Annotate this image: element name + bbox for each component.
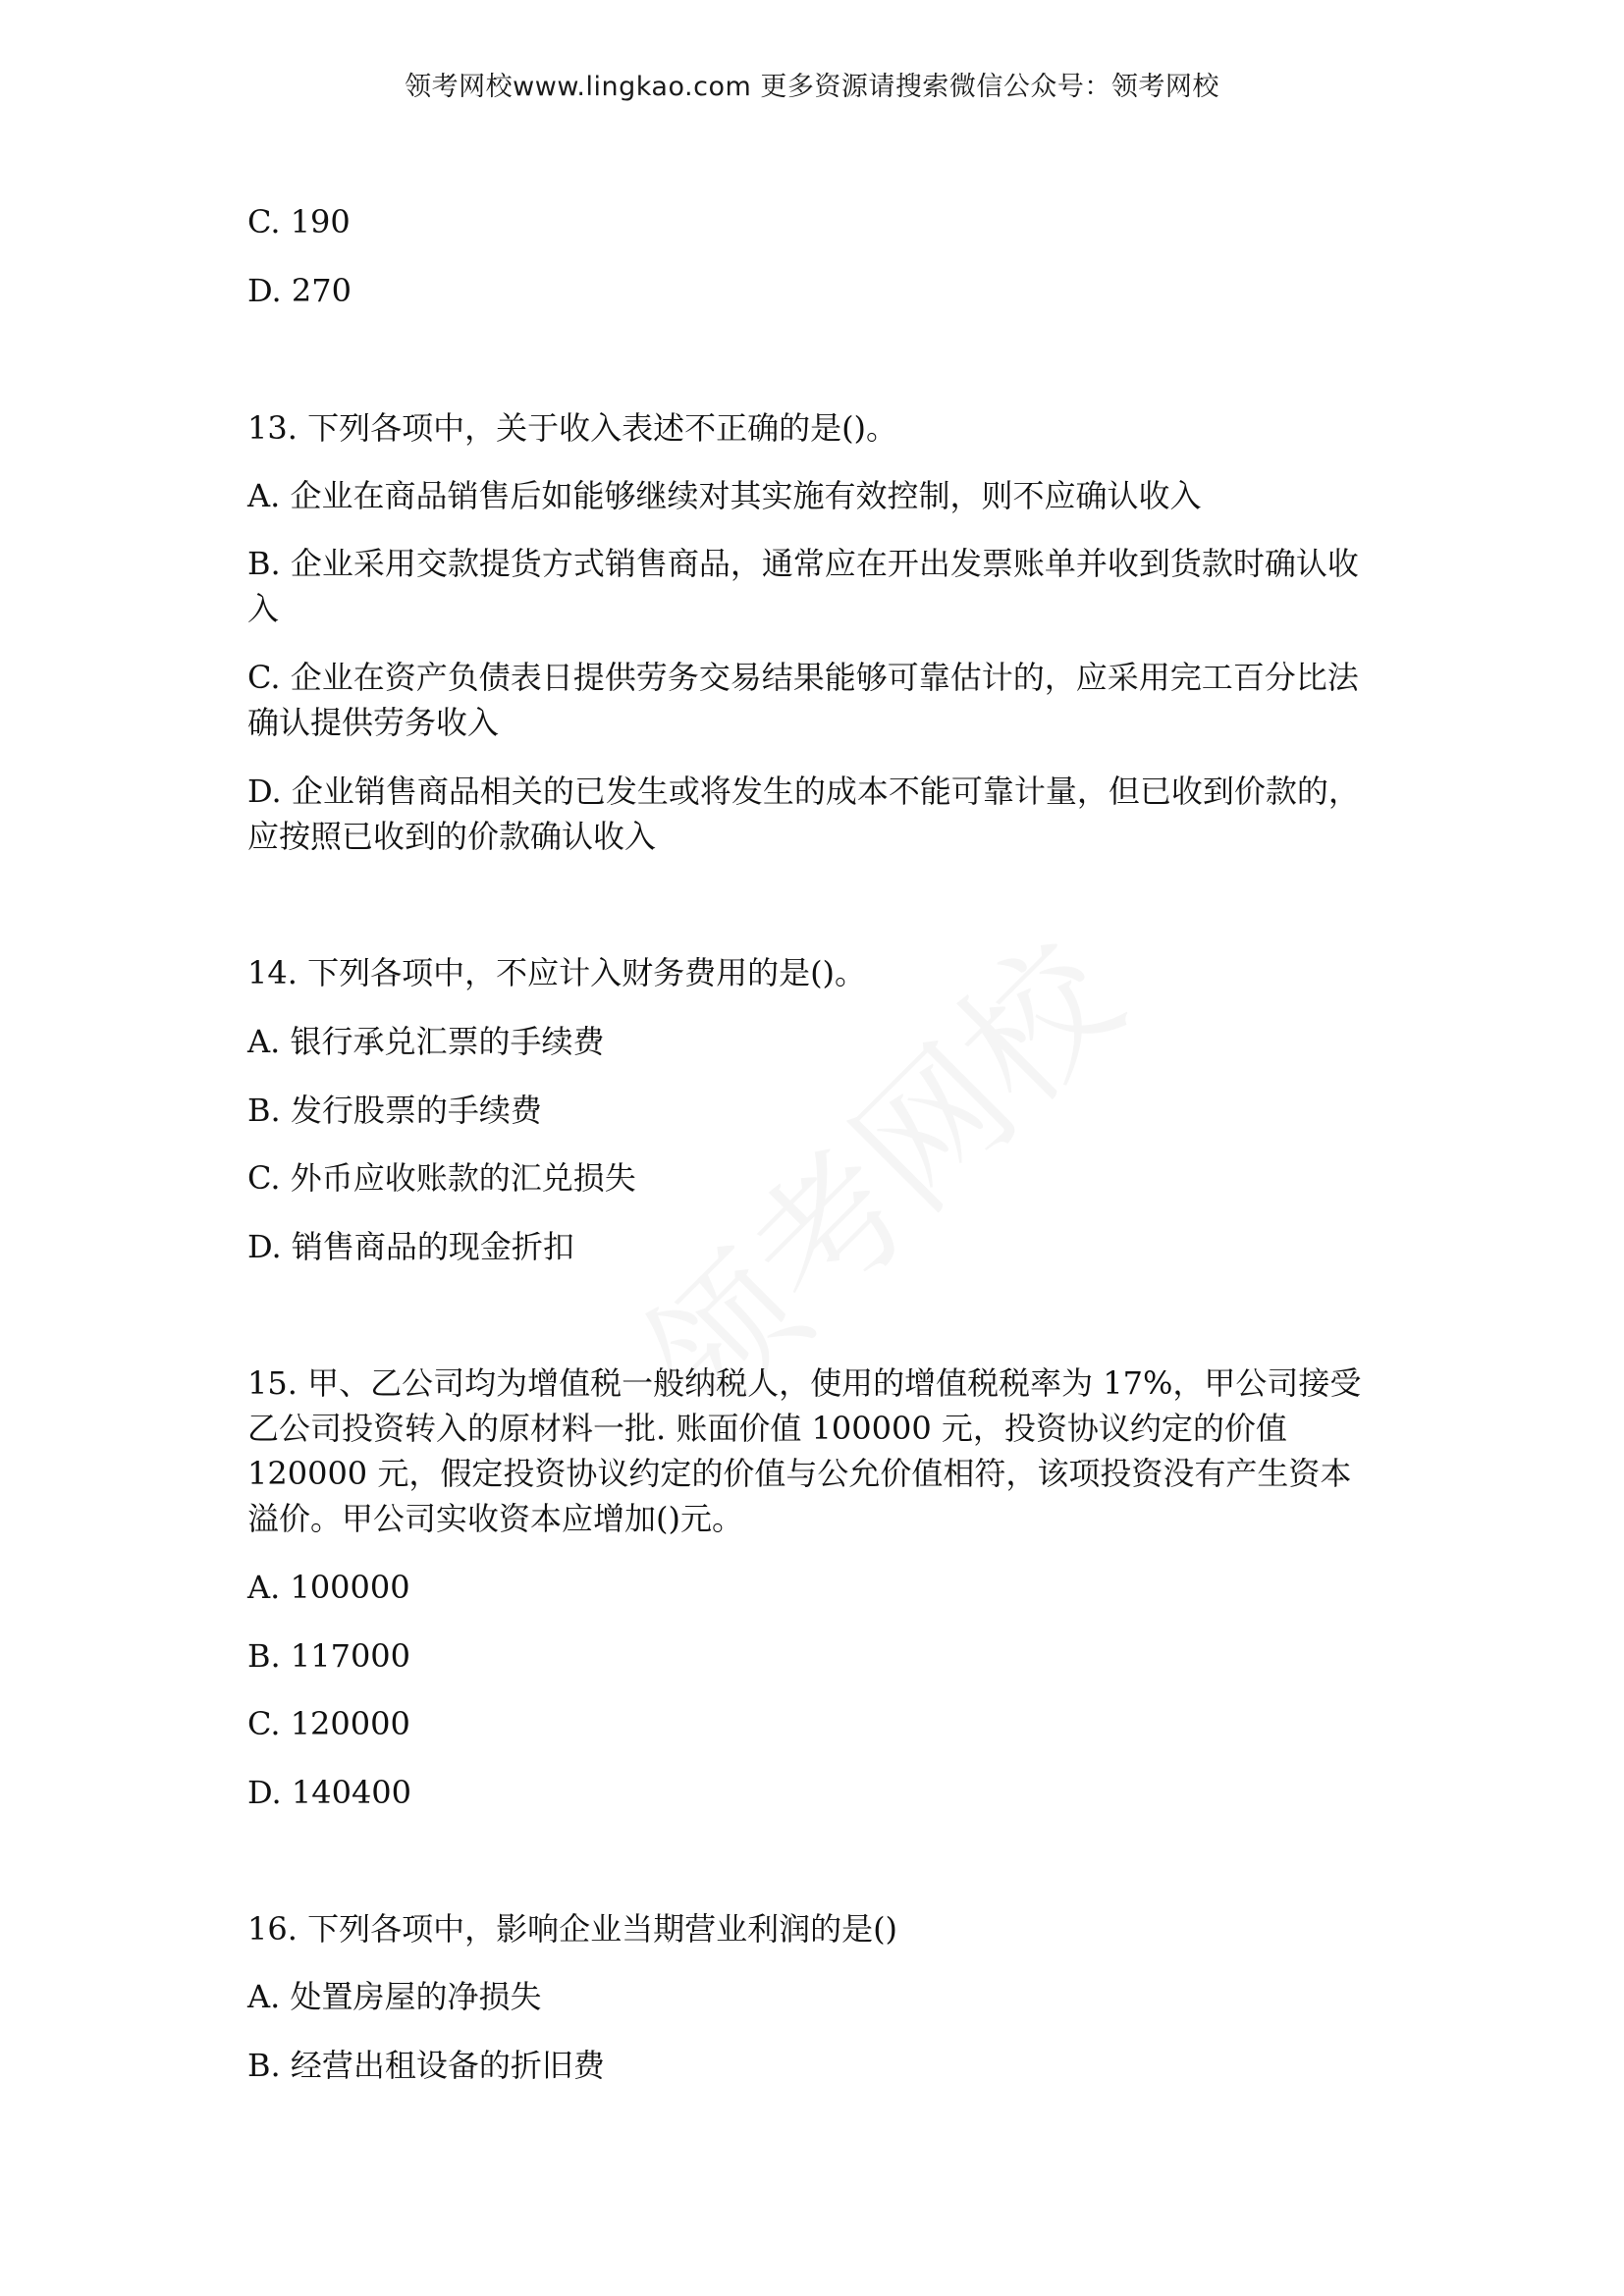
q15-stem-line3: 120000 元，假定投资协议约定的价值与公允价值相符，该项投资没有产生资本 xyxy=(247,1455,1352,1492)
q13-option-d-line1: D. 企业销售商品相关的已发生或将发生的成本不能可靠计量，但已收到价款的， xyxy=(247,773,1360,810)
q13-option-c-line2: 确认提供劳务收入 xyxy=(247,704,500,741)
q15-option-d: D. 140400 xyxy=(247,1774,412,1811)
q16-stem: 16. 下列各项中，影响企业当期营业利润的是() xyxy=(247,1910,898,1948)
q15-option-c: C. 120000 xyxy=(247,1705,410,1742)
q15-stem-line4: 溢价。甲公司实收资本应增加()元。 xyxy=(247,1500,743,1537)
q15-stem-line2: 乙公司投资转入的原材料一批. 账面价值 100000 元，投资协议约定的价值 xyxy=(247,1410,1287,1447)
q15-option-b: B. 117000 xyxy=(247,1637,411,1675)
q14-option-b: B. 发行股票的手续费 xyxy=(247,1092,542,1129)
page-header: 领考网校www.lingkao.com 更多资源请搜索微信公众号：领考网校 xyxy=(405,72,1219,102)
q15-option-a: A. 100000 xyxy=(247,1569,410,1606)
q12-option-d: D. 270 xyxy=(247,272,352,309)
q12-option-c: C. 190 xyxy=(247,203,351,240)
q13-option-c-line1: C. 企业在资产负债表日提供劳务交易结果能够可靠估计的，应采用完工百分比法 xyxy=(247,659,1359,696)
q15-stem-line1: 15. 甲、乙公司均为增值税一般纳税人，使用的增值税税率为 17%，甲公司接受 xyxy=(247,1364,1362,1402)
q13-option-b-line1: B. 企业采用交款提货方式销售商品，通常应在开出发票账单并收到货款时确认收 xyxy=(247,545,1359,582)
q13-option-b-line2: 入 xyxy=(247,590,280,627)
q14-option-c: C. 外币应收账款的汇兑损失 xyxy=(247,1159,636,1197)
q16-option-b: B. 经营出租设备的折旧费 xyxy=(247,2047,605,2084)
q16-option-a: A. 处置房屋的净损失 xyxy=(247,1978,542,2015)
q13-option-d-line2: 应按照已收到的价款确认收入 xyxy=(247,818,657,855)
q13-stem: 13. 下列各项中，关于收入表述不正确的是()。 xyxy=(247,409,898,447)
q13-option-a: A. 企业在商品销售后如能够继续对其实施有效控制，则不应确认收入 xyxy=(247,477,1202,514)
q14-stem: 14. 下列各项中，不应计入财务费用的是()。 xyxy=(247,954,867,991)
q14-option-d: D. 销售商品的现金折扣 xyxy=(247,1228,574,1265)
q14-option-a: A. 银行承兑汇票的手续费 xyxy=(247,1023,605,1060)
